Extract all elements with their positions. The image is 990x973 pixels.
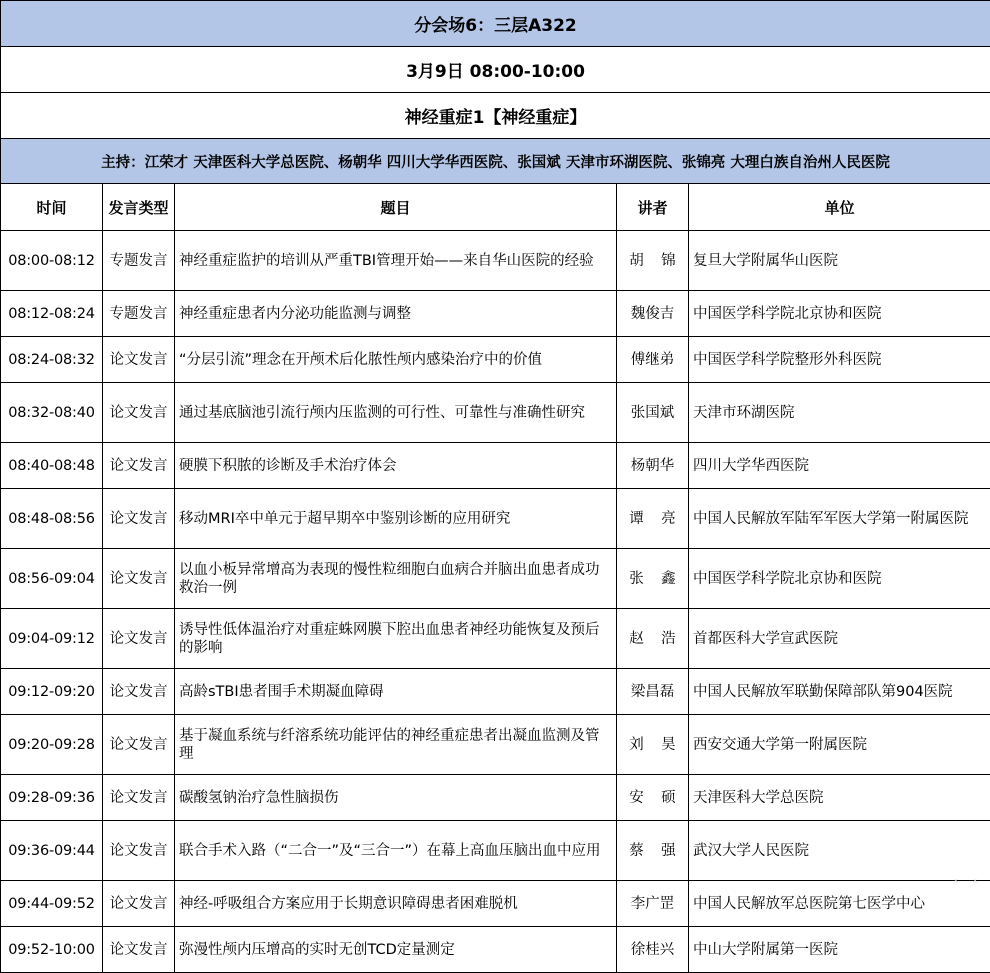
talk-topic: 神经重症监护的培训从严重TBI管理开始——来自华山医院的经验 [175, 231, 617, 291]
talk-type: 论文发言 [103, 549, 175, 609]
talk-unit: 中国人民解放军陆军军医大学第一附属医院 [689, 489, 990, 549]
talk-topic: 神经重症患者内分泌功能监测与调整 [175, 291, 617, 337]
speaker-name: 刘昊 [629, 736, 694, 753]
speaker-name: 胡锦 [629, 252, 694, 269]
talk-unit: 天津医科大学总医院 [689, 775, 990, 821]
table-row [1, 549, 990, 609]
table-row [1, 669, 990, 715]
talk-unit: 中国人民解放军联勤保障部队第904医院 [689, 669, 990, 715]
session-hosts: 主持：江荣才 天津医科大学总医院、杨朝华 四川大学华西医院、张国斌 天津市环湖医院、张锦亮 大理白族自治州人民医院 [1, 139, 990, 184]
table-row [1, 881, 990, 927]
talk-topic: 诱导性低体温治疗对重症蛛网膜下腔出血患者神经功能恢复及预后的影响 [175, 609, 617, 669]
talk-speaker [617, 549, 694, 609]
table-row [1, 715, 990, 775]
talk-time: 09:36-09:44 [1, 821, 103, 881]
talk-speaker [617, 489, 694, 549]
column-header-type: 发言类型 [103, 184, 175, 231]
talk-unit: 武汉大学人民医院 [689, 821, 990, 881]
table-row [1, 337, 990, 383]
talk-speaker [617, 609, 694, 669]
talk-time: 08:40-08:48 [1, 443, 103, 489]
speaker-name: 谭亮 [629, 510, 694, 527]
talk-speaker [617, 231, 694, 291]
talk-time: 09:52-10:00 [1, 927, 103, 973]
table-row [1, 821, 990, 881]
talk-unit: 西安交通大学第一附属医院 [689, 715, 990, 775]
talk-speaker [617, 715, 694, 775]
talk-type: 论文发言 [103, 443, 175, 489]
talk-type: 专题发言 [103, 291, 175, 337]
schedule-rows [1, 231, 990, 973]
talk-topic: 高龄sTBI患者围手术期凝血障碍 [175, 669, 617, 715]
talk-unit: 中国医学科学院北京协和医院 [689, 291, 990, 337]
talk-time: 09:04-09:12 [1, 609, 103, 669]
talk-speaker: 张国斌 [617, 383, 689, 443]
table-row [1, 609, 990, 669]
talk-time: 08:48-08:56 [1, 489, 103, 549]
table-row [1, 927, 990, 973]
table-row [1, 291, 990, 337]
talk-topic: 神经-呼吸组合方案应用于长期意识障碍患者困难脱机 [175, 881, 617, 927]
watermark: ‧ ‧ [952, 872, 982, 893]
table-row [1, 443, 990, 489]
speaker-name: 蔡强 [629, 842, 694, 859]
talk-unit: 中山大学附属第一医院 [689, 927, 990, 973]
talk-speaker [617, 821, 694, 881]
talk-type: 论文发言 [103, 881, 175, 927]
talk-time: 08:12-08:24 [1, 291, 103, 337]
talk-time: 09:44-09:52 [1, 881, 103, 927]
table-row [1, 489, 990, 549]
talk-time: 09:28-09:36 [1, 775, 103, 821]
talk-speaker: 傅继弟 [617, 337, 689, 383]
venue-title: 分会场6：三层A322 [1, 1, 990, 47]
talk-topic: 以血小板异常增高为表现的慢性粒细胞白血病合并脑出血患者成功救治一例 [175, 549, 617, 609]
column-header-unit: 单位 [689, 184, 990, 231]
speaker-name: 张鑫 [629, 570, 694, 587]
table-row [1, 775, 990, 821]
table-row [1, 383, 990, 443]
talk-type: 论文发言 [103, 821, 175, 881]
talk-speaker: 徐桂兴 [617, 927, 689, 973]
talk-unit: 中国医学科学院整形外科医院 [689, 337, 990, 383]
talk-type: 论文发言 [103, 775, 175, 821]
talk-topic: 弥漫性颅内压增高的实时无创TCD定量测定 [175, 927, 617, 973]
column-header-speaker: 讲者 [617, 184, 689, 231]
talk-type: 论文发言 [103, 715, 175, 775]
talk-topic: “分层引流”理念在开颅术后化脓性颅内感染治疗中的价值 [175, 337, 617, 383]
talk-type: 论文发言 [103, 927, 175, 973]
talk-unit: 四川大学华西医院 [689, 443, 990, 489]
table-row [1, 231, 990, 291]
talk-time: 09:12-09:20 [1, 669, 103, 715]
talk-time: 08:00-08:12 [1, 231, 103, 291]
talk-type: 论文发言 [103, 337, 175, 383]
talk-type: 论文发言 [103, 383, 175, 443]
talk-unit: 天津市环湖医院 [689, 383, 990, 443]
column-header-topic: 题目 [175, 184, 617, 231]
talk-speaker: 杨朝华 [617, 443, 689, 489]
talk-type: 论文发言 [103, 609, 175, 669]
session-title: 神经重症1【神经重症】 [1, 93, 990, 139]
talk-topic: 碳酸氢钠治疗急性脑损伤 [175, 775, 617, 821]
talk-time: 08:24-08:32 [1, 337, 103, 383]
talk-topic: 基于凝血系统与纤溶系统功能评估的神经重症患者出凝血监测及管理 [175, 715, 617, 775]
talk-unit: 复旦大学附属华山医院 [689, 231, 990, 291]
talk-unit: 中国医学科学院北京协和医院 [689, 549, 990, 609]
talk-topic: 联合手术入路（“二合一”及“三合一”）在幕上高血压脑出血中应用 [175, 821, 617, 881]
talk-time: 08:56-09:04 [1, 549, 103, 609]
talk-topic: 通过基底脑池引流行颅内压监测的可行性、可靠性与准确性研究 [175, 383, 617, 443]
talk-topic: 移动MRI卒中单元于超早期卒中鉴别诊断的应用研究 [175, 489, 617, 549]
speaker-name: 安硕 [629, 789, 694, 806]
talk-type: 论文发言 [103, 489, 175, 549]
talk-topic: 硬膜下积脓的诊断及手术治疗体会 [175, 443, 617, 489]
talk-time: 08:32-08:40 [1, 383, 103, 443]
talk-speaker [617, 775, 694, 821]
talk-unit: 中国人民解放军总医院第七医学中心 [689, 881, 990, 927]
column-header-time: 时间 [1, 184, 103, 231]
talk-speaker: 梁昌磊 [617, 669, 689, 715]
talk-type: 论文发言 [103, 669, 175, 715]
session-datetime: 3月9日 08:00-10:00 [1, 47, 990, 93]
speaker-name: 赵浩 [629, 630, 694, 647]
talk-time: 09:20-09:28 [1, 715, 103, 775]
talk-type: 专题发言 [103, 231, 175, 291]
talk-unit: 首都医科大学宣武医院 [689, 609, 990, 669]
talk-speaker: 李广罡 [617, 881, 689, 927]
talk-speaker: 魏俊吉 [617, 291, 689, 337]
